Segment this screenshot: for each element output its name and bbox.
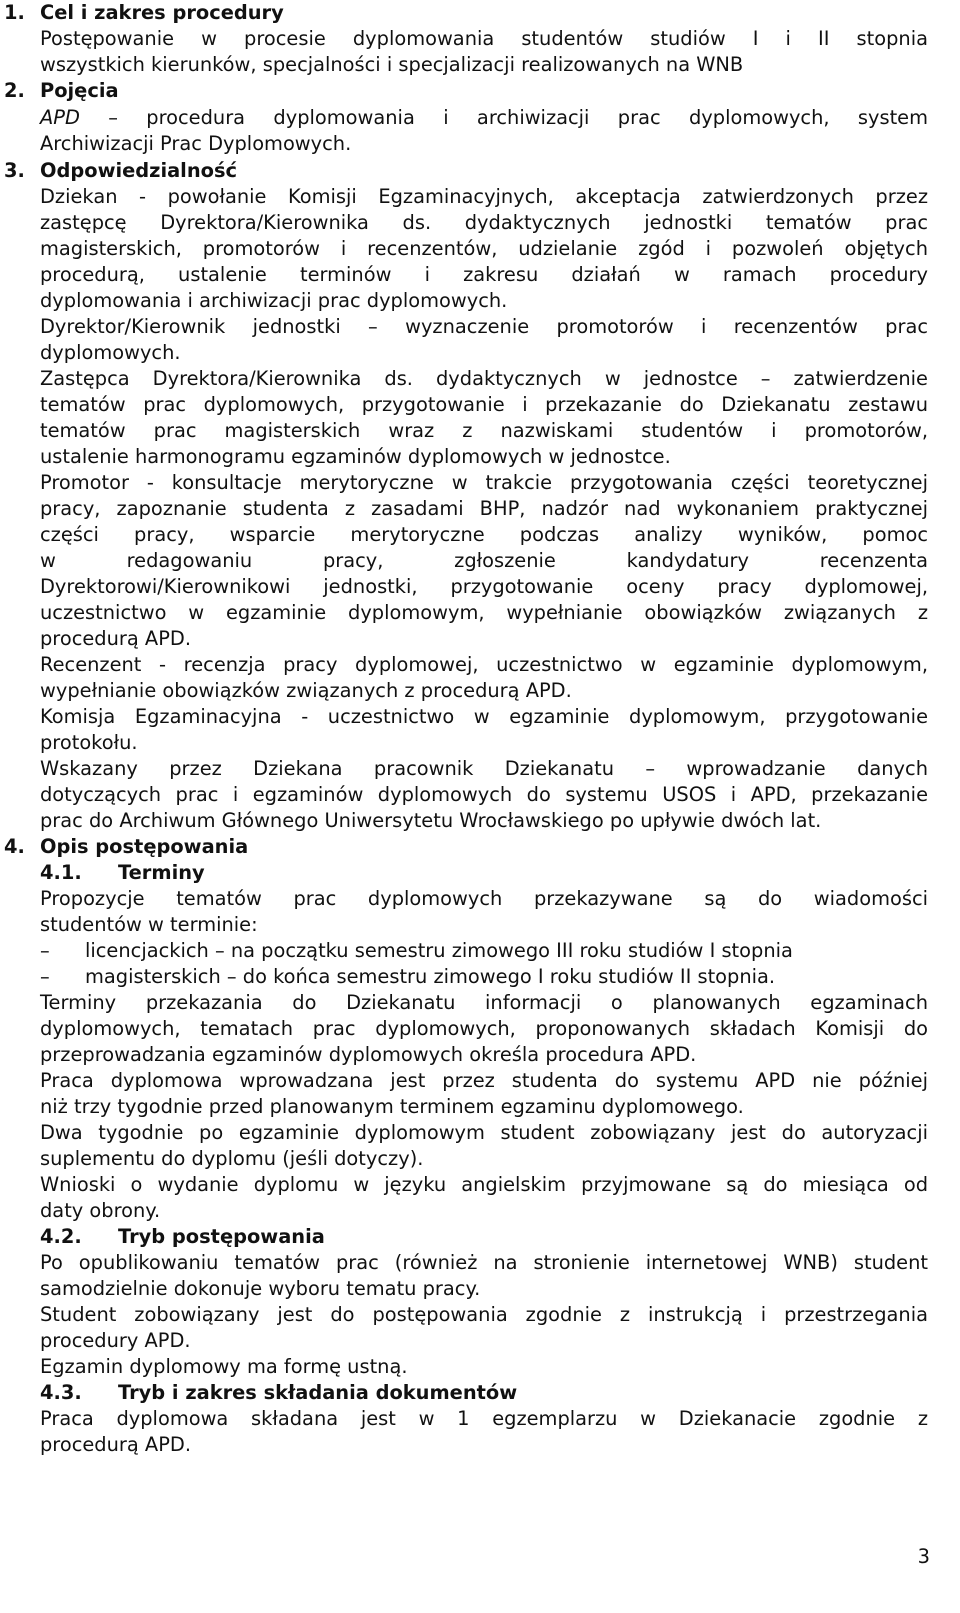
- section-3-line: procedurą APD.: [40, 627, 191, 650]
- section-4-number: 4.: [4, 835, 25, 858]
- subsection-4-1-number: 4.1.: [40, 861, 82, 884]
- section-2-line: Archiwizacji Prac Dyplomowych.: [40, 132, 352, 155]
- section-3-line: tematów prac magisterskich wraz z nazwiskami studentów i promotorów,: [40, 419, 928, 442]
- section-3-line: pracy, zapoznanie studenta z zasadami BHP, nadzór nad wykonaniem praktycznej: [40, 497, 928, 520]
- section-3-line: dotyczących prac i egzaminów dyplomowych do systemu USOS i APD, przekazanie: [40, 783, 928, 806]
- section-1-number: 1.: [4, 1, 25, 24]
- section-3-line: Dyrektor/Kierownik jednostki – wyznaczenie promotorów i recenzentów prac: [40, 315, 928, 338]
- apd-term: APD: [40, 106, 80, 129]
- section-3-number: 3.: [4, 159, 25, 182]
- subsection-4-1-line: Terminy przekazania do Dziekanatu informacji o planowanych egzaminach: [40, 991, 928, 1014]
- dash-bullet: –: [40, 965, 50, 988]
- section-3-line: prac do Archiwum Głównego Uniwersytetu Wrocławskiego po upływie dwóch lat.: [40, 809, 822, 832]
- section-3-line: protokołu.: [40, 731, 138, 754]
- subsection-4-3-line: Praca dyplomowa składana jest w 1 egzemplarzu w Dziekanacie zgodnie z: [40, 1407, 928, 1430]
- section-1-line: wszystkich kierunków, specjalności i specjalizacji realizowanych na WNB: [40, 53, 744, 76]
- page-number: 3: [917, 1545, 930, 1568]
- subsection-4-1-line: Dwa tygodnie po egzaminie dyplomowym student zobowiązany jest do autoryzacji: [40, 1121, 928, 1144]
- subsection-4-2-number: 4.2.: [40, 1225, 82, 1248]
- section-3-line: wypełnianie obowiązków związanych z procedurą APD.: [40, 679, 572, 702]
- subsection-4-3-title: Tryb i zakres składania dokumentów: [118, 1381, 518, 1404]
- subsection-4-2-title: Tryb postępowania: [118, 1225, 325, 1248]
- subsection-4-1-line: Wnioski o wydanie dyplomu w języku angielskim przyjmowane są do miesiąca od: [40, 1173, 928, 1196]
- section-3-line: dyplomowych.: [40, 341, 181, 364]
- subsection-4-1-line: dyplomowych, tematach prac dyplomowych, proponowanych składach Komisji do: [40, 1017, 928, 1040]
- section-3-line: ustalenie harmonogramu egzaminów dyplomowych w jednostce.: [40, 445, 671, 468]
- subsection-4-2-line: Po opublikowaniu tematów prac (również na stronienie internetowej WNB) student: [40, 1251, 928, 1274]
- section-3-line: tematów prac dyplomowych, przygotowanie i przekazanie do Dziekanatu zestawu: [40, 393, 928, 416]
- section-3-line: Zastępca Dyrektora/Kierownika ds. dydaktycznych w jednostce – zatwierdzenie: [40, 367, 928, 390]
- subsection-4-2-line: Egzamin dyplomowy ma formę ustną.: [40, 1355, 408, 1378]
- subsection-4-2-line: samodzielnie dokonuje wyboru tematu pracy.: [40, 1277, 481, 1300]
- list-item: magisterskich – do końca semestru zimowego I roku studiów II stopnia.: [85, 965, 776, 988]
- section-1-title: Cel i zakres procedury: [40, 1, 284, 24]
- section-2-number: 2.: [4, 79, 25, 102]
- section-3-line: Wskazany przez Dziekana pracownik Dziekanatu – wprowadzanie danych: [40, 757, 928, 780]
- section-3-line: Promotor - konsultacje merytoryczne w trakcie przygotowania części teoretycznej: [40, 471, 928, 494]
- subsection-4-1-line: Praca dyplomowa wprowadzana jest przez studenta do systemu APD nie później: [40, 1069, 928, 1092]
- subsection-4-1-line: przeprowadzania egzaminów dyplomowych określa procedura APD.: [40, 1043, 697, 1066]
- section-3-line: Dziekan - powołanie Komisji Egzaminacyjnych, akceptacja zatwierdzonych przez: [40, 185, 928, 208]
- subsection-4-3-line: procedurą APD.: [40, 1433, 191, 1456]
- subsection-4-1-line: niż trzy tygodnie przed planowanym terminem egzaminu dyplomowego.: [40, 1095, 744, 1118]
- section-2-line: APD – procedura dyplomowania i archiwizacji prac dyplomowych, system: [40, 106, 928, 129]
- section-3-line: w redagowaniu pracy, zgłoszenie kandydatury recenzenta: [40, 549, 928, 572]
- section-3-line: uczestnictwo w egzaminie dyplomowym, wypełnianie obowiązków związanych z: [40, 601, 928, 624]
- section-3-line: dyplomowania i archiwizacji prac dyplomowych.: [40, 289, 508, 312]
- section-1-line: Postępowanie w procesie dyplomowania studentów studiów I i II stopnia: [40, 27, 928, 50]
- subsection-4-2-line: Student zobowiązany jest do postępowania zgodnie z instrukcją i przestrzegania: [40, 1303, 928, 1326]
- section-3-line: magisterskich, promotorów i recenzentów, udzielanie zgód i pozwoleń objętych: [40, 237, 928, 260]
- section-3-line: Dyrektorowi/Kierownikowi jednostki, przygotowanie oceny pracy dyplomowej,: [40, 575, 928, 598]
- subsection-4-1-title: Terminy: [118, 861, 205, 884]
- list-item: licencjackich – na początku semestru zimowego III roku studiów I stopnia: [85, 939, 793, 962]
- section-3-line: zastępcę Dyrektora/Kierownika ds. dydaktycznych jednostki tematów prac: [40, 211, 928, 234]
- subsection-4-3-number: 4.3.: [40, 1381, 82, 1404]
- subsection-4-1-line: studentów w terminie:: [40, 913, 258, 936]
- subsection-4-1-line: suplementu do dyplomu (jeśli dotyczy).: [40, 1147, 424, 1170]
- dash-bullet: –: [40, 939, 50, 962]
- section-3-title: Odpowiedzialność: [40, 159, 237, 182]
- subsection-4-1-line: Propozycje tematów prac dyplomowych przekazywane są do wiadomości: [40, 887, 928, 910]
- section-4-title: Opis postępowania: [40, 835, 249, 858]
- section-3-line: procedurą, ustalenie terminów i zakresu działań w ramach procedury: [40, 263, 928, 286]
- subsection-4-1-line: daty obrony.: [40, 1199, 161, 1222]
- section-3-line: Komisja Egzaminacyjna - uczestnictwo w egzaminie dyplomowym, przygotowanie: [40, 705, 928, 728]
- section-2-title: Pojęcia: [40, 79, 119, 102]
- section-3-line: Recenzent - recenzja pracy dyplomowej, uczestnictwo w egzaminie dyplomowym,: [40, 653, 928, 676]
- section-3-line: części pracy, wsparcie merytoryczne podczas analizy wyników, pomoc: [40, 523, 928, 546]
- subsection-4-2-line: procedury APD.: [40, 1329, 191, 1352]
